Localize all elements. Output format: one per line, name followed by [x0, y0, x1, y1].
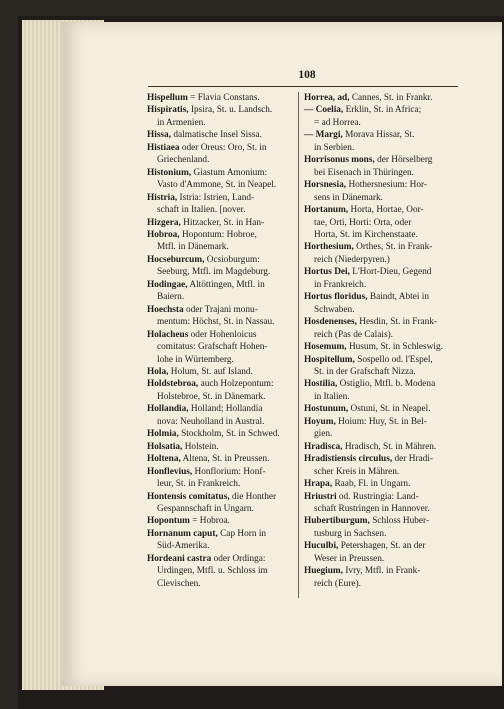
- left-column: [147, 92, 297, 590]
- entry-headword: Huegium,: [304, 566, 343, 577]
- dictionary-entry: [147, 491, 297, 516]
- entry-headword: Hispiratis,: [147, 105, 189, 116]
- dictionary-entry: [304, 441, 458, 453]
- entry-text: Sospello od. l'Espel,: [357, 354, 433, 365]
- entry-continuation: reich (Pas de Calais).: [314, 329, 393, 340]
- dictionary-entry: [147, 528, 297, 553]
- entry-headword: Holdstebroa,: [147, 379, 199, 390]
- dictionary-entry: [304, 204, 458, 241]
- dictionary-entry: [147, 254, 297, 279]
- entry-continuation: in Italien.: [314, 391, 350, 402]
- entry-text: Altöttingen, Mtfl. in: [189, 279, 265, 290]
- entry-headword: Hortus floridus,: [304, 292, 368, 303]
- entry-headword: Hodingae,: [147, 279, 188, 290]
- entry-headword: Hocseburcum,: [147, 254, 205, 265]
- entry-text: oder Oreus: Oro, St. in: [181, 142, 267, 153]
- entry-text: oder Trajani monu-: [186, 304, 258, 315]
- entry-text: Ostuni, St. in Neapel.: [350, 404, 431, 415]
- dictionary-entry: [147, 553, 297, 590]
- entry-text: Ocsioburgum:: [206, 254, 260, 265]
- dictionary-entry: [147, 466, 297, 491]
- entry-text: Ostiglio, Mtfl. b. Modena: [339, 379, 436, 390]
- entry-continuation: comitatus: Grafschaft Hohen-: [157, 342, 268, 353]
- dictionary-entry: [304, 266, 458, 291]
- dictionary-entry: [147, 167, 297, 192]
- dictionary-entry: [147, 441, 297, 453]
- entry-continuation: tusburg in Sachsen.: [314, 528, 387, 539]
- entry-continuation: gien.: [314, 429, 333, 440]
- dictionary-entry: [147, 129, 297, 141]
- dictionary-entry: [304, 565, 458, 590]
- entry-headword: Hoechsta: [147, 304, 184, 315]
- entry-continuation: tae, Orti, Horti: Orta, oder: [314, 217, 412, 228]
- page-number: 108: [298, 69, 316, 81]
- entry-headword: Hostunum,: [304, 404, 349, 415]
- dictionary-entry: [304, 129, 458, 154]
- column-divider: [298, 92, 299, 598]
- entry-text: Erklin, St. in Africa;: [345, 105, 422, 116]
- entry-text: Hradisch, St. in Mähren.: [344, 441, 437, 452]
- entry-text: Giastum Amonium:: [193, 167, 268, 178]
- entry-text: Holland; Hollandia: [190, 404, 263, 415]
- entry-text: der Hörselberg: [377, 155, 433, 166]
- entry-headword: Huculbi,: [304, 541, 339, 552]
- entry-headword: Hobroa,: [147, 229, 180, 240]
- entry-text: oder Ordinga:: [213, 553, 266, 564]
- entry-headword: Horthesium,: [304, 242, 354, 253]
- entry-text: L'Hort-Dieu, Gegend: [352, 267, 432, 278]
- entry-text: Hitzacker, St. in Han-: [183, 217, 265, 228]
- dictionary-entry: [304, 241, 458, 266]
- dictionary-entry: [304, 179, 458, 204]
- entry-text: dalmatische Insel Sissa.: [173, 130, 262, 141]
- entry-continuation: Vasto d'Ammone, St. in Neapel.: [157, 180, 277, 191]
- dictionary-entry: [304, 354, 458, 379]
- dictionary-entry: [304, 104, 458, 129]
- entry-headword: Hortanum,: [304, 205, 349, 216]
- entry-continuation: Weser in Preussen.: [314, 553, 385, 564]
- dictionary-entry: [147, 92, 297, 104]
- entry-headword: — Margi,: [304, 130, 343, 141]
- dictionary-entry: [147, 279, 297, 304]
- entry-headword: Hradisca,: [304, 441, 343, 452]
- entry-continuation: Süd-Amerika.: [157, 541, 210, 552]
- entry-headword: Histonium,: [147, 167, 192, 178]
- dictionary-entry: [147, 142, 297, 167]
- dictionary-entry: [147, 104, 297, 129]
- dictionary-entry: [147, 403, 297, 428]
- entry-text: Baindt, Abtei in: [369, 292, 430, 303]
- entry-text: Husum, St. in Schleswig.: [348, 342, 443, 353]
- entry-text: Orthes, St. in Frank-: [356, 242, 433, 253]
- entry-text: auch Holzepontum:: [200, 379, 274, 390]
- entry-headword: Horsnesia,: [304, 180, 347, 191]
- dictionary-entry: [147, 378, 297, 403]
- entry-continuation: scher Kreis in Mähren.: [314, 466, 400, 477]
- dictionary-entry: [304, 540, 458, 565]
- entry-text: die Honther: [231, 491, 277, 502]
- entry-continuation: bei Eisenach in Thüringen.: [314, 167, 415, 178]
- entry-headword: Histria,: [147, 192, 178, 203]
- entry-headword: Hissa,: [147, 130, 172, 141]
- entry-continuation: St. in der Grafschaft Nizza.: [314, 366, 416, 377]
- entry-continuation: schaft Rustringen in Hannover.: [314, 503, 430, 514]
- dictionary-entry: [304, 316, 458, 341]
- entry-text: der Hradi-: [394, 454, 433, 465]
- entry-continuation: in Armenien.: [157, 117, 206, 128]
- entry-continuation: Horta, St. im Kirchenstaate.: [314, 229, 418, 240]
- dictionary-entry: [147, 304, 297, 329]
- dictionary-entry: [147, 229, 297, 254]
- dictionary-entry: [304, 453, 458, 478]
- entry-headword: Hosemum,: [304, 342, 347, 353]
- entry-text: Morava Hissar, St.: [345, 130, 415, 141]
- dictionary-entry: [304, 341, 458, 353]
- entry-continuation: in Frankreich.: [314, 279, 367, 290]
- entry-text: od. Rustringia: Land-: [338, 491, 419, 502]
- entry-headword: Hontensis comitatus,: [147, 491, 230, 502]
- entry-headword: Hosdenenses,: [304, 317, 357, 328]
- entry-headword: Hordeani castra: [147, 553, 212, 564]
- entry-text: Schloss Huber-: [372, 516, 430, 527]
- entry-text: Honflorium: Honf-: [194, 466, 266, 477]
- entry-continuation: Clevischen.: [157, 578, 201, 589]
- dictionary-entry: [147, 192, 297, 217]
- dictionary-entry: [304, 491, 458, 516]
- entry-continuation: Holstebroe, St. in Dänemark.: [157, 391, 266, 402]
- entry-headword: Hostilia,: [304, 379, 338, 390]
- dictionary-entry: [304, 378, 458, 403]
- dictionary-entry: [147, 515, 297, 527]
- entry-headword: Horrea, ad,: [304, 93, 350, 103]
- dictionary-entry: [304, 92, 458, 104]
- entry-headword: Hola,: [147, 366, 169, 377]
- entry-continuation: Griechenland.: [157, 155, 210, 166]
- entry-text: Hopontum: Hobroe,: [181, 229, 257, 240]
- entry-headword: Hradistiensis circulus,: [304, 454, 393, 465]
- header-rule: [148, 86, 458, 87]
- entry-text: Istria: Istrien, Land-: [179, 192, 255, 203]
- entry-headword: Hubertiburgum,: [304, 516, 370, 527]
- entry-continuation: Seeburg, Mtfl. im Magdeburg.: [157, 267, 271, 278]
- entry-headword: Histiaea: [147, 142, 180, 153]
- entry-headword: Hoyum,: [304, 416, 336, 427]
- entry-text: Altena, St. in Preussen.: [182, 454, 270, 465]
- right-column: [304, 92, 458, 590]
- entry-text: Raab, Fl. in Ungarn.: [334, 479, 411, 490]
- entry-continuation: Urdingen, Mtfl. u. Schloss im: [157, 566, 268, 577]
- entry-continuation: Mtfl. in Dänemark.: [157, 242, 229, 253]
- entry-text: = Hobroa.: [192, 516, 230, 527]
- entry-continuation: lohe in Würtemberg.: [157, 354, 234, 365]
- entry-text: oder Hohenloicus: [190, 329, 257, 340]
- entry-headword: Hrapa,: [304, 479, 333, 490]
- entry-headword: Hispellum: [147, 93, 188, 103]
- dictionary-entry: [147, 453, 297, 465]
- dictionary-entry: [304, 291, 458, 316]
- entry-text: Hesdin, St. in Frank-: [359, 317, 438, 328]
- dictionary-entry: [304, 515, 458, 540]
- entry-text: Ipsira, St. u. Landsch.: [190, 105, 273, 116]
- dictionary-entry: [304, 154, 458, 179]
- entry-continuation: reich (Niederpyren.): [314, 254, 390, 265]
- entry-headword: Hortus Dei,: [304, 267, 350, 278]
- entry-continuation: mentum: Höchst, St. in Nassau.: [157, 317, 275, 328]
- entry-continuation: Schwaben.: [314, 304, 355, 315]
- entry-text: Hoium: Huy, St. in Bel-: [338, 416, 427, 427]
- entry-text: Holum, St. auf Island.: [170, 366, 253, 377]
- entry-continuation: in Serbien.: [314, 142, 355, 153]
- entry-text: Horta, Hortae, Oor-: [350, 205, 424, 216]
- entry-text: Cap Horn in: [220, 528, 267, 539]
- entry-headword: Holtena,: [147, 454, 181, 465]
- dictionary-entry: [147, 366, 297, 378]
- dictionary-entry: [304, 403, 458, 415]
- entry-continuation: nova: Neuholland in Austral.: [157, 416, 265, 427]
- entry-headword: Hriustri: [304, 491, 337, 502]
- entry-continuation: = ad Horrea.: [314, 117, 361, 128]
- entry-headword: Holmia,: [147, 429, 179, 440]
- dictionary-entry: [304, 478, 458, 490]
- entry-text: Ivry, Mtfl. in Frank-: [345, 566, 421, 577]
- dictionary-entry: [147, 428, 297, 440]
- entry-headword: — Coelia,: [304, 105, 344, 116]
- entry-headword: Hornanum caput,: [147, 528, 218, 539]
- entry-continuation: Gespannschaft in Ungarn.: [157, 503, 254, 514]
- entry-headword: Holsatia,: [147, 441, 183, 452]
- entry-text: Cannes, St. in Frankr.: [351, 93, 433, 103]
- dictionary-entry: [147, 217, 297, 229]
- entry-text: Petershagen, St. an der: [340, 541, 426, 552]
- entry-text: = Flavia Constans.: [190, 93, 260, 103]
- dictionary-entry: [304, 416, 458, 441]
- entry-headword: Honflevius,: [147, 466, 193, 477]
- entry-text: Hothersnesium: Hor-: [348, 180, 428, 191]
- entry-headword: Horrisonus mons,: [304, 155, 375, 166]
- entry-headword: Hopontum: [147, 516, 190, 527]
- entry-continuation: leur, St. in Frankreich.: [157, 479, 241, 490]
- dictionary-entry: [147, 329, 297, 366]
- entry-text: Stockholm, St. in Schwed.: [181, 429, 280, 440]
- entry-headword: Hizgera,: [147, 217, 181, 228]
- entry-continuation: schaft in Italien. [nover.: [157, 205, 246, 216]
- entry-headword: Holacheus: [147, 329, 189, 340]
- entry-text: Holstein.: [184, 441, 219, 452]
- entry-continuation: sens in Dänemark.: [314, 192, 383, 203]
- entry-continuation: Baiern.: [157, 292, 185, 303]
- entry-headword: Hollandia,: [147, 404, 189, 415]
- entry-continuation: reich (Eure).: [314, 578, 361, 589]
- entry-headword: Hospitellum,: [304, 354, 355, 365]
